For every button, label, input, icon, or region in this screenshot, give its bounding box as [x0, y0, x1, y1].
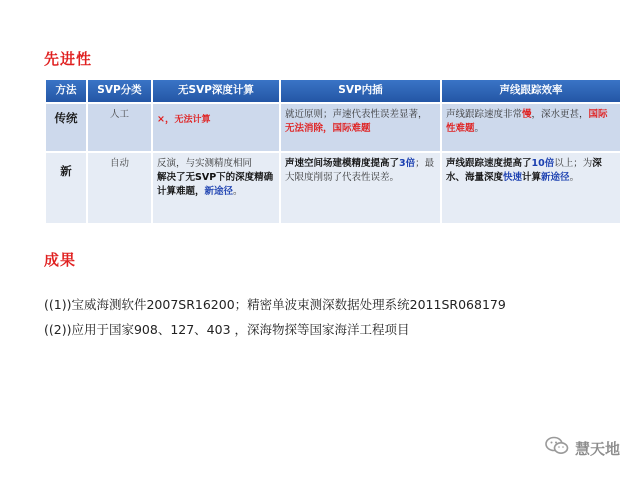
header-ray-tracing-efficiency: 声线跟踪效率 — [442, 80, 620, 102]
section-title-results: 成果 — [44, 251, 77, 269]
cell-interp-traditional — [281, 104, 440, 151]
interp-bold-text: 声速空间场建模精度提高了 — [285, 158, 400, 169]
tracking-fast: 快速 — [503, 171, 523, 183]
table-row-new — [46, 153, 620, 223]
header-method: 方法 — [46, 80, 86, 102]
tracking-bold-b: 深水、海量深度 — [446, 158, 602, 183]
nosvp-sep: ， — [195, 185, 205, 197]
wechat-icon — [545, 436, 569, 460]
tracking-red-slow: 慢 — [522, 109, 532, 120]
interp-red-text: 无法消除，国际难题 — [285, 122, 371, 134]
tracking-bold-c: 计算 — [522, 171, 542, 183]
row-label-new: 新 — [46, 153, 86, 223]
tracking-text-a: 声线跟踪速度非常 — [446, 109, 523, 120]
header-svp-category: SVP分类 — [88, 80, 151, 102]
cell-tracking-traditional — [442, 104, 620, 151]
table-row-traditional — [46, 104, 620, 151]
cannot-compute-text: 无法计算 — [174, 115, 211, 125]
interp-semi: ； — [415, 158, 425, 169]
cell-no-svp-traditional — [153, 104, 279, 151]
nosvp-plain-text: 反演，与实测精度相同 — [157, 158, 253, 169]
interp-3x: 3倍 — [399, 158, 416, 169]
result-item-1: ((1))宝威海测软件2007SR16200；精密单波束测深数据处理系统2011SR068179 — [44, 297, 506, 312]
interp-text: 就近原则；声速代表性误差显著， — [285, 109, 428, 120]
tracking-text-b: ，深水更甚， — [531, 109, 589, 120]
watermark — [545, 436, 620, 460]
tracking-bold-a: 声线跟踪速度提高了 — [446, 158, 532, 169]
tracking-end-new: 。 — [569, 171, 580, 183]
watermark-text: 慧天地 — [574, 439, 620, 458]
section-title-advantages: 先进性 — [44, 50, 93, 68]
nosvp-bold-text: 解决了无SVP下的深度精确计算难题 — [157, 171, 274, 197]
cell-no-svp-new — [153, 153, 279, 223]
nosvp-end: 。 — [233, 185, 243, 197]
table-header-row — [46, 80, 620, 102]
cross-mark: ×， — [157, 114, 175, 125]
interp-plain-text: 最大限度削弱了代表性误差。 — [285, 158, 435, 183]
nosvp-new-approach: 新途径 — [204, 185, 234, 197]
header-no-svp-depth: 无SVP深度计算 — [153, 80, 279, 102]
tracking-end: 。 — [474, 122, 485, 134]
cell-category-manual: 人工 — [88, 104, 151, 151]
results-list — [44, 292, 506, 342]
comparison-table — [44, 78, 622, 225]
tracking-plain: 以上；为 — [554, 158, 593, 169]
result-item-2: ((2))应用于国家908、127、403 ，深海物探等国家海洋工程项目 — [44, 322, 410, 337]
tracking-red-problem: 国际性难题 — [446, 109, 608, 134]
tracking-new-approach: 新途径 — [541, 171, 570, 183]
header-svp-interpolation: SVP内插 — [281, 80, 440, 102]
tracking-10x: 10倍 — [531, 158, 555, 169]
cell-tracking-new — [442, 153, 620, 223]
cell-category-auto: 自动 — [88, 153, 151, 223]
cell-interp-new — [281, 153, 440, 223]
row-label-traditional: 传统 — [46, 104, 86, 151]
